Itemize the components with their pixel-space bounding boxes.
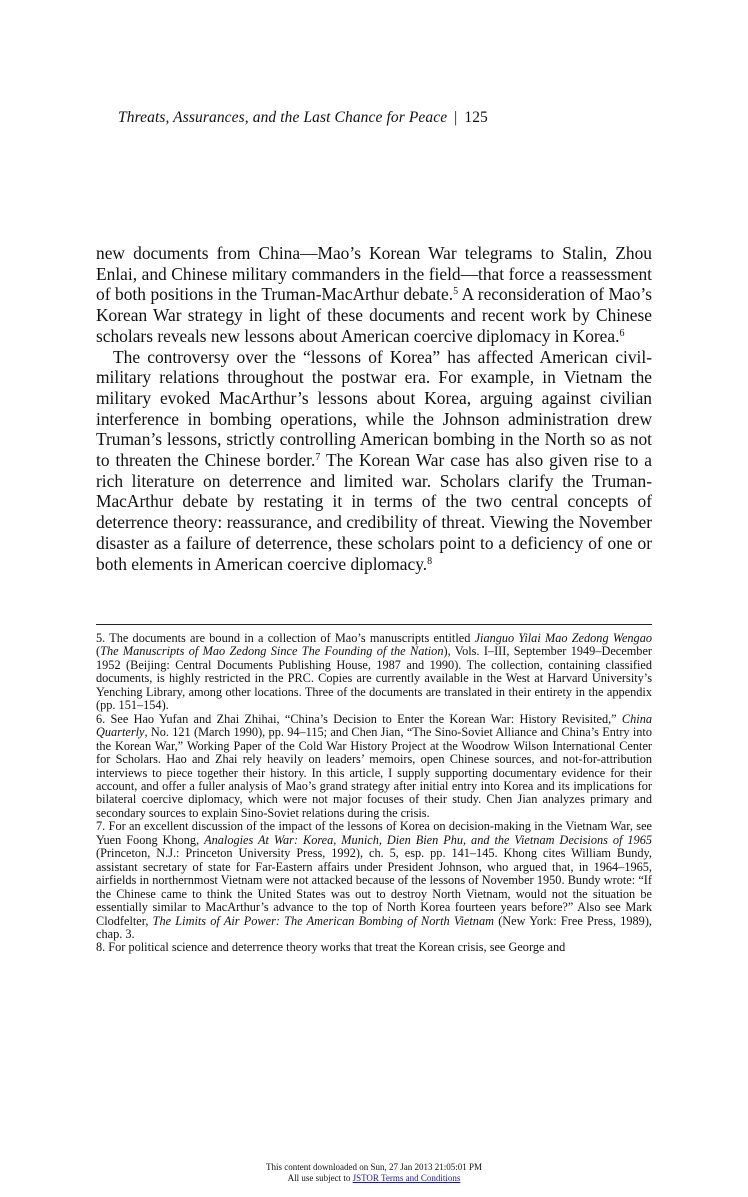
paragraph-2-text-b: The Korean War case has also given rise to a rich literature on deterrence and limited war. Scholars clarify the Truman-MacArthur debate by restating it in terms of the two central concepts of deterrence theory: reassurance, and credibility of threat. Viewing the November disaster as a failure of deterrence, these scholars point to a deficiency of one or both elements in American coercive diplomacy. — [96, 450, 652, 574]
footnote-8: 8. For political science and deterrence theory works that treat the Korean crisis, see George and — [96, 940, 566, 955]
paragraph-1-text-a: new documents from China—Mao’s Korean War telegrams to Stalin, Zhou Enlai, and Chinese military commanders in the field—that force a reassessment of both positions in the Truman-MacArthur debate. — [96, 243, 652, 305]
terms-line — [0, 1173, 748, 1184]
header-separator: | — [454, 109, 458, 126]
main-text — [96, 243, 652, 574]
running-title: Threats, Assurances, and the Last Chance for Peace — [118, 109, 448, 126]
paragraph-1-text-b: A reconsideration of Mao’s Korean War strategy in light of these documents and recent work by Chinese scholars reveals new lessons about American coercive diplomacy in Korea. — [96, 284, 652, 346]
jstor-footer — [0, 1162, 748, 1183]
footnote-ref-8: 8 — [427, 555, 433, 567]
paragraph-2 — [96, 347, 652, 575]
footnote-5-text-b: ( — [96, 644, 101, 659]
footnote-7-book-title: Analogies At War: Korea, Munich, Dien Bien Phu, and the Vietnam Decisions of 1965 — [204, 832, 652, 847]
footnote-7-text-a: 7. For an excellent discussion of the impact of the lessons of Korea on decision-making in the Vietnam War, see Yuen Foong Khong, — [96, 819, 652, 847]
footnote-7-text-c: (New York: Free Press, 1989), chap. 3. — [96, 913, 652, 941]
footnote-6-journal: China Quarterly — [96, 711, 652, 740]
footnote-5-title: Jianguo Yilai Mao Zedong Wengao — [474, 631, 652, 645]
footnotes — [96, 632, 652, 955]
footnote-6-text-b: , No. 121 (March 1990), pp. 94–115; and Chen Jian, “The Sino-Soviet Alliance and China’s Entry into the Korean War,” Working Paper of the Cold War History Project at the Woodrow Wilson International Center for Scholars. Hao and Zhai rely heavily on leaders’ memoirs, open Chinese sources, and not-for-attribution interviews to piece together their history. In this article, I supply supporting documentary evidence for their account, and offer a fuller analysis of Mao’s grand strategy after initial entry into Korea and its implications for bilateral coercive diplomacy, which were not major focuses of their study. Chen Jian analyzes primary and secondary sources to explain Sino-Soviet relations during the crisis. — [96, 725, 652, 820]
page-number: 125 — [464, 109, 488, 126]
running-head — [118, 109, 488, 127]
paragraph-2-text-a: The controversy over the “lessons of Korea” has affected American civil-military relations throughout the postwar era. For example, in Vietnam the military evoked MacArthur’s lessons about Korea, arguing against civilian interference in bombing operations, while the Johnson administration drew Truman’s lessons, strictly controlling American bombing in the North so as not to threaten the Chinese border. — [96, 346, 652, 471]
footnote-ref-7: 7 — [315, 452, 321, 464]
footnote-6-text-a: 6. See Hao Yufan and Zhai Zhihai, “China’s Decision to Enter the Korean War: History Revisited,” — [96, 711, 622, 726]
footnote-5-text-c: ), Vols. I–III, September 1949–December 1952 (Beijing: Central Documents Publishing House, 1987 and 1990). The collection, containing classified documents, is highly restricted in the PRC. Copies are currently available in the West at Harvard University’s Yenching Library, among other locations. Three of the documents are translated in their entirety in the appendix (pp. 151–154). — [96, 644, 652, 713]
footnote-5 — [96, 632, 652, 713]
footnote-5-text-a: 5. The documents are bound in a collection of Mao’s manuscripts entitled — [96, 631, 475, 645]
footnote-7-text-b: (Princeton, N.J.: Princeton University Press, 1992), ch. 5, esp. pp. 141–145. Khong cites William Bundy, assistant secretary of state for Far-Eastern affairs under President Johnson, who argued that, in 1964–1965, airfields in northernmost Vietnam were not attacked because of the lessons of November 1950. Bundy wrote: “If the Chinese came to think the United States was out to destroy North Vietnam, would not the situation be essentially similar to MacArthur’s advance to the top of North Korea fourteen years before?” Also see Mark Clodfelter, — [96, 846, 652, 928]
footnote-ref-6: 6 — [619, 327, 625, 339]
footnote-5-translated-title: The Manuscripts of Mao Zedong Since The Founding of the Nation — [100, 644, 444, 659]
paragraph-1 — [96, 243, 652, 347]
terms-prefix: All use subject to — [287, 1172, 353, 1183]
download-notice: This content downloaded on Sun, 27 Jan 2013 21:05:01 PM — [266, 1162, 482, 1172]
jstor-terms-link[interactable]: JSTOR Terms and Conditions — [352, 1172, 461, 1183]
footnote-7 — [96, 820, 652, 941]
footnote-7-book-title-2: The Limits of Air Power: The American Bombing of North Vietnam — [152, 913, 494, 928]
footnote-divider — [96, 624, 652, 625]
footnote-6 — [96, 713, 652, 821]
footnote-ref-5: 5 — [453, 286, 459, 298]
